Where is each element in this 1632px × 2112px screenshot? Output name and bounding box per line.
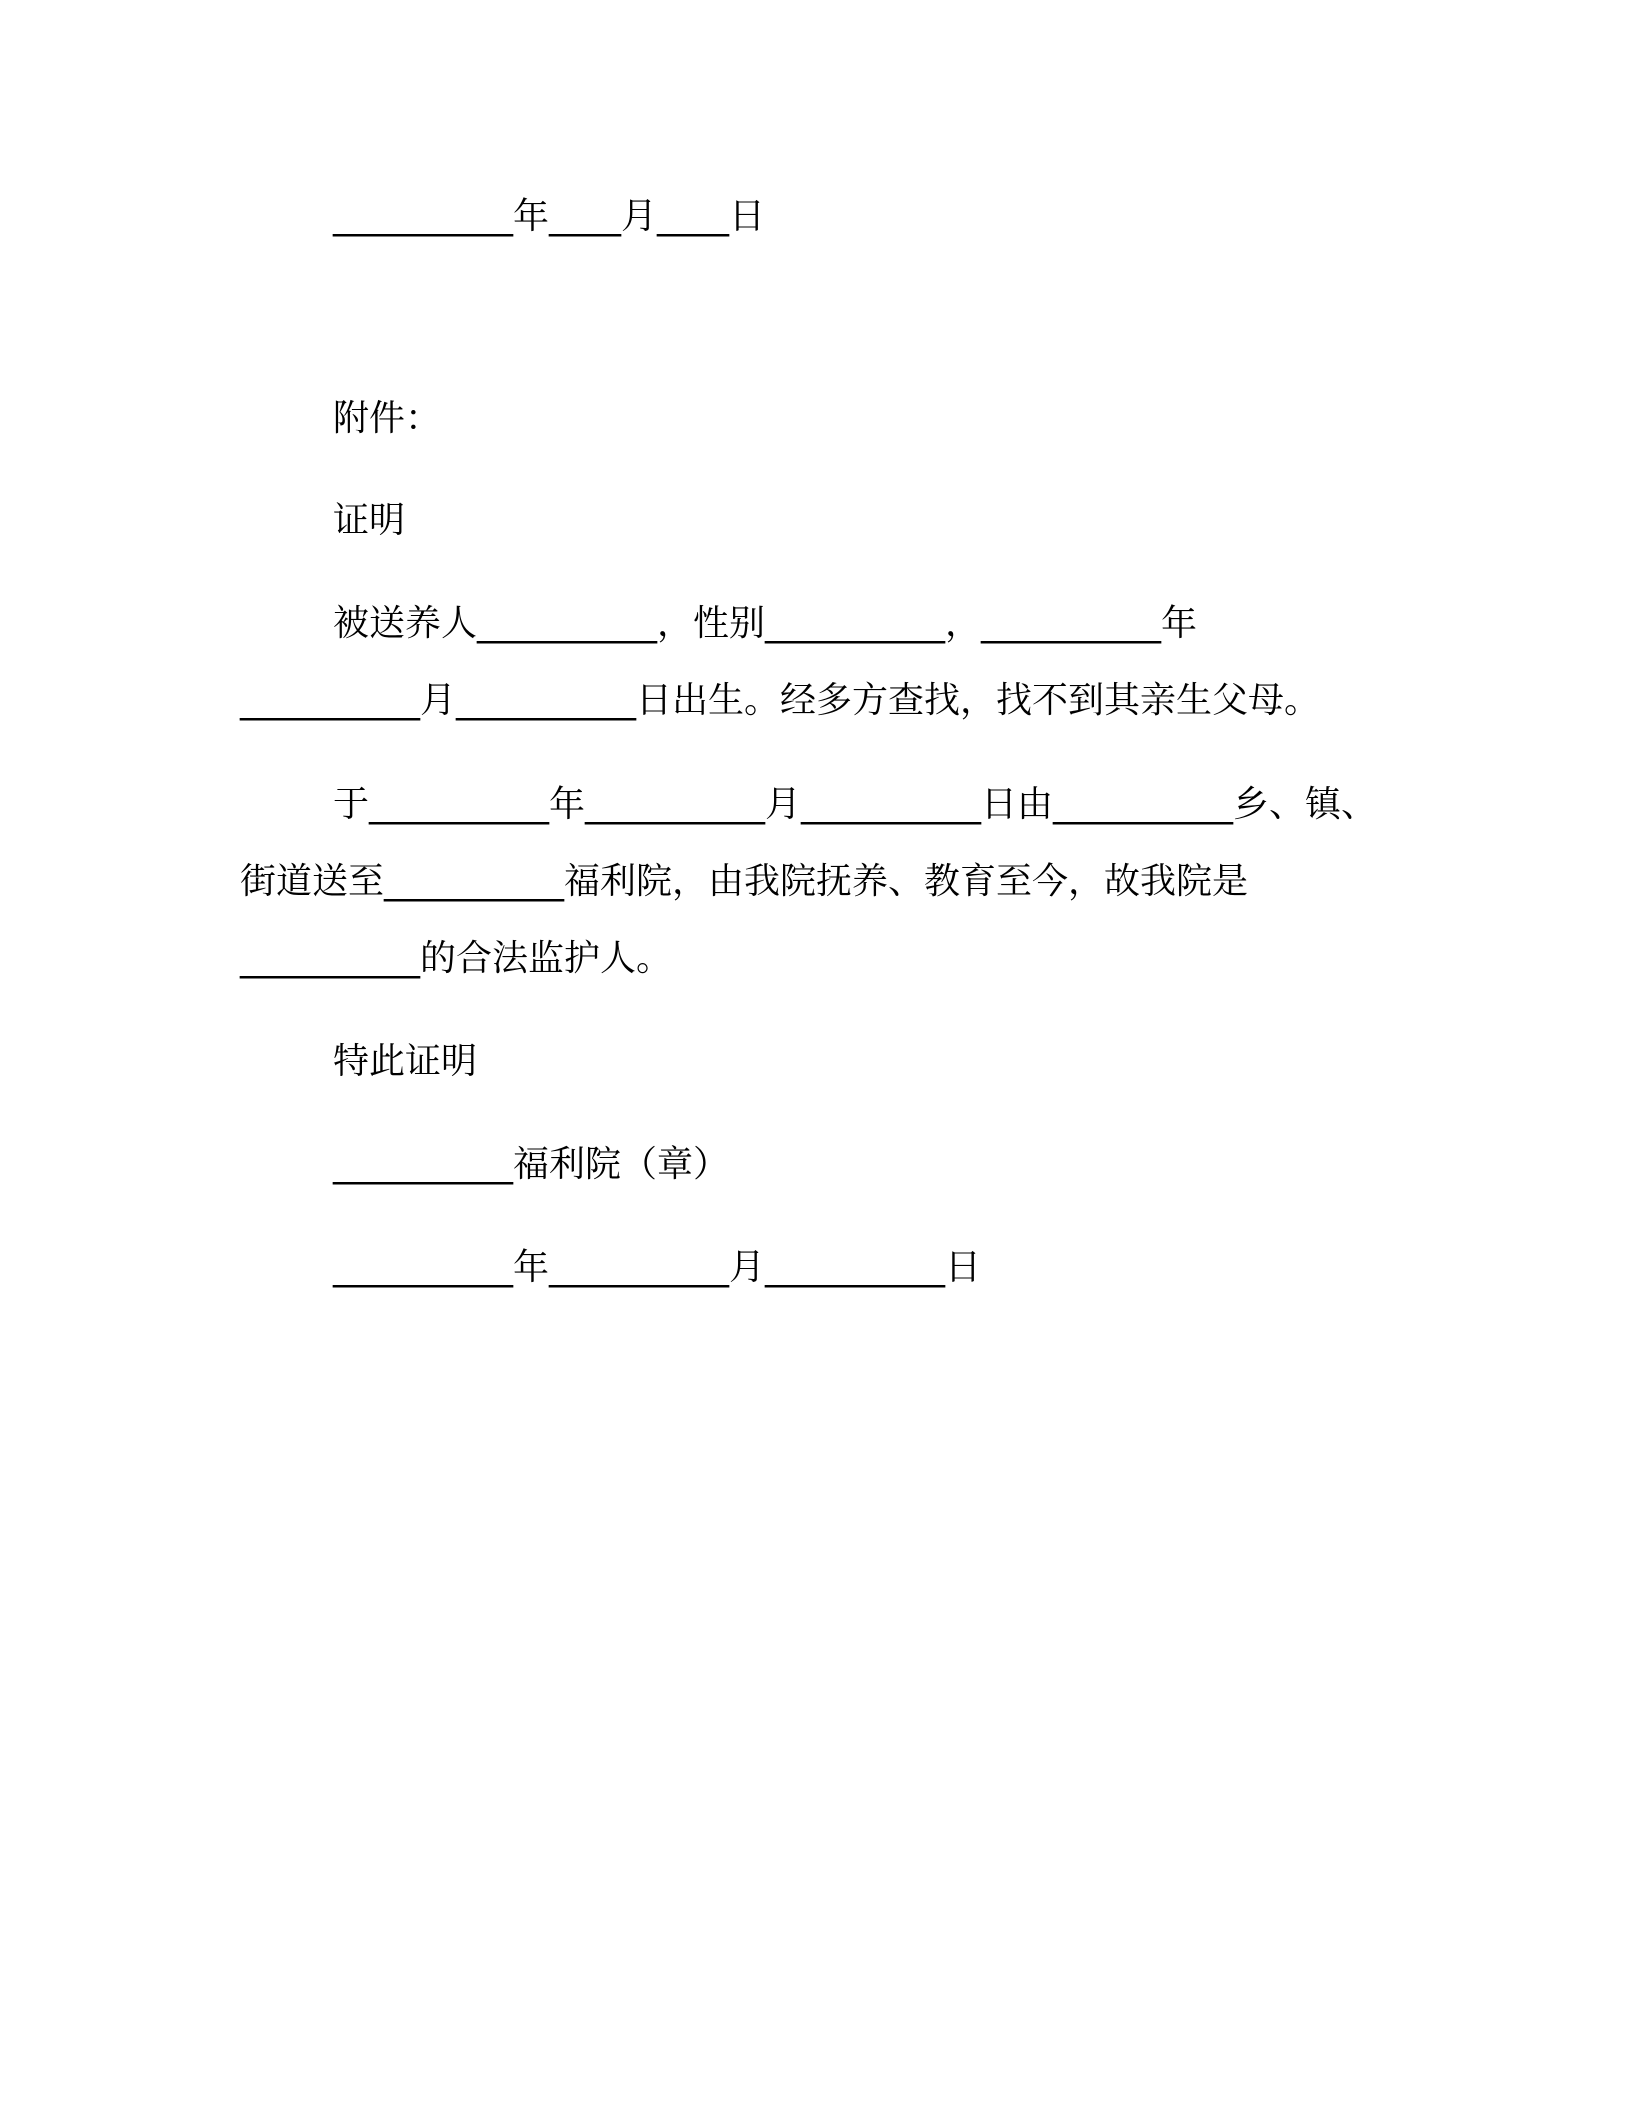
certificate-title: 证明 xyxy=(333,500,406,541)
paragraph-2-line-1: 于__________年__________月__________日由__________乡、镇、 xyxy=(333,784,1377,825)
attachment-label: 附件： xyxy=(333,398,442,439)
paragraph-2-line-2: 街道送至__________福利院，由我院抚养、教育至今，故我院是 xyxy=(240,861,1249,902)
signature-line: __________福利院（章） xyxy=(333,1144,730,1185)
paragraph-2-line-3: __________的合法监护人。 xyxy=(240,938,673,979)
paragraph-1-line-1: 被送养人__________，性别__________，__________年 xyxy=(333,603,1198,644)
bottom-date-line: __________年__________月__________日 xyxy=(333,1247,981,1288)
paragraph-1-line-2: __________月__________日出生。经多方查找，找不到其亲生父母。 xyxy=(240,680,1321,721)
top-date-line: __________年____月____日 xyxy=(333,196,765,237)
hereby-certify: 特此证明 xyxy=(333,1041,478,1082)
